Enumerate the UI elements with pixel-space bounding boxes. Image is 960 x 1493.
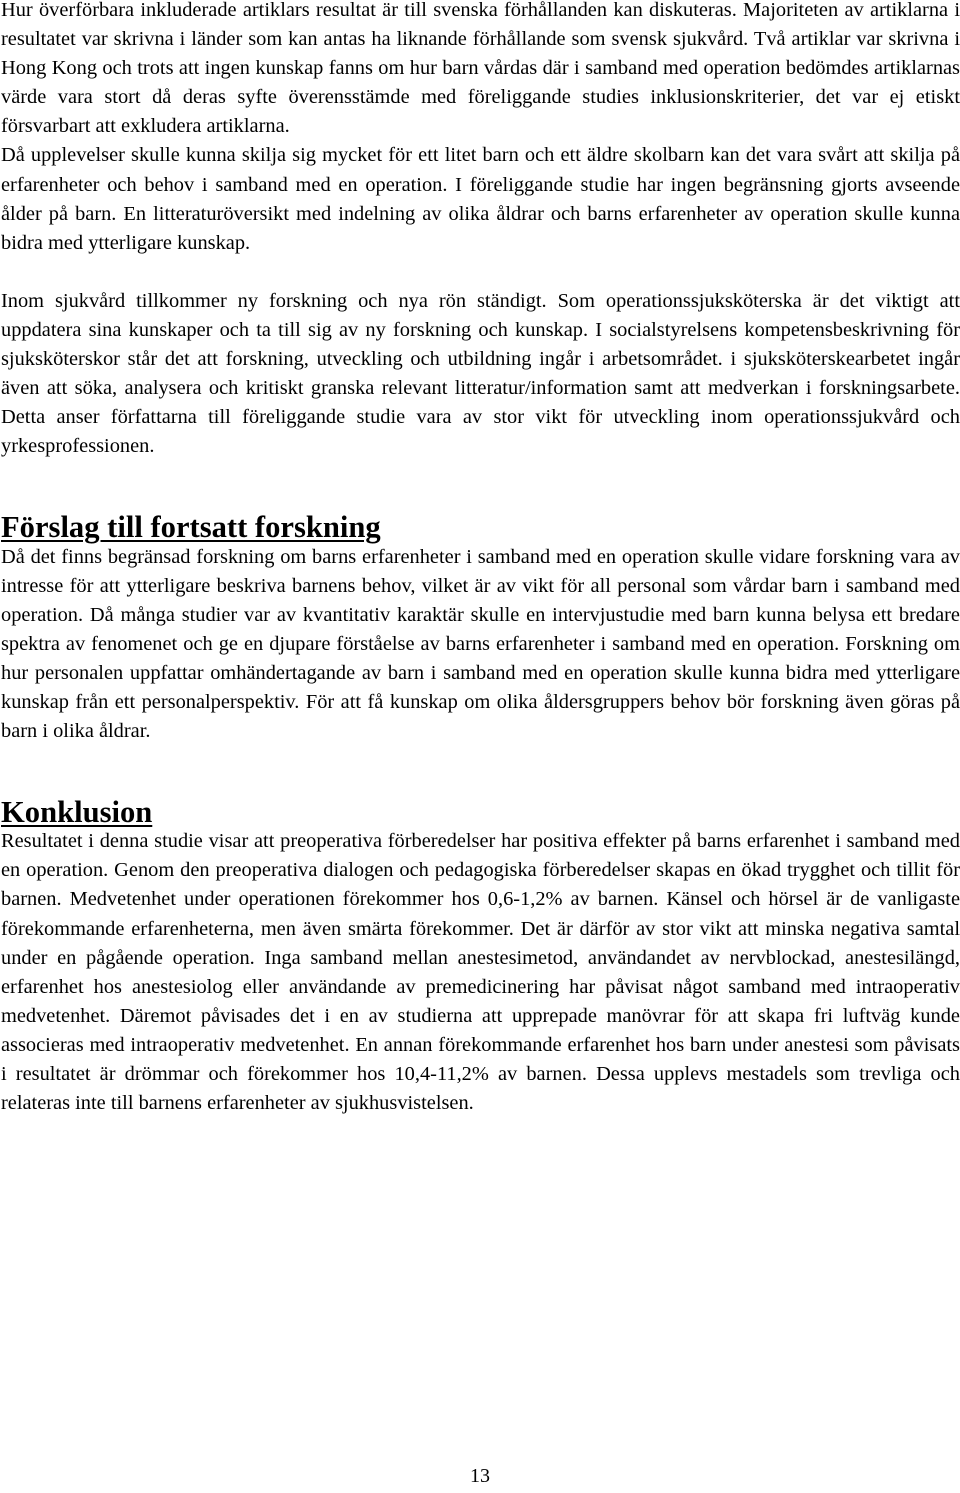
paragraph-age-differences: Då upplevelser skulle kunna skilja sig mycket för ett litet barn och ett äldre skolbarn kan det vara svårt att skilja på erfarenheter och behov i samband med en operation. I föreliggande studie har ingen begränsning gjorts avseende ålder på barn. En litteraturöversikt med indelning av olika åldrar och barns erfarenheter av operation skulle kunna bidra med ytterligare kunskap. [1,144,960,254]
heading-conclusion: Konklusion [1,795,153,830]
section-spacer [1,461,960,513]
page-number: 13 [470,1465,490,1487]
paragraph-research-importance: Inom sjukvård tillkommer ny forskning och nya rön ständigt. Som operationssjuksköterska är det viktigt att uppdatera sina kunskaper och ta till sig av ny forskning och kunskap. I socialstyrelsens kompetensbeskrivning för sjuksköterskor står det att forskning, utveckling och utbildning ingår i arbetsområdet. i sjuksköterskearbetet ingår även att söka, analysera och kritiskt granska relevant litteratur/information samt att medverkan i forskningsarbete. Detta anser författarna till föreliggande studie vara av stor vikt för utveckling inom operationssjukvård och yrkesprofessionen. [1,289,960,458]
section-spacer [1,746,960,798]
paragraph-transferability: Hur överförbara inkluderade artiklars resultat är till svenska förhållanden kan diskuteras. Majoriteten av artiklarna i resultatet var skrivna i länder som kan antas ha liknande förhållande som svensk sjukvård. Två artiklar var skrivna i Hong Kong och trots att ingen kunskap fanns om hur barn vårdas där i samband med operation bedömdes artiklarnas värde vara stort då deras syfte överensstämde med föreliggande studies inklusionskriterier, det var ej etiskt försvarbart att exkludera artiklarna. [1,0,960,138]
heading-further-research: Förslag till fortsatt forskning [1,510,381,545]
paragraph-spacer [1,258,960,287]
paragraph-conclusion: Resultatet i denna studie visar att preoperativa förberedelser har positiva effekter på barns erfarenhet i samband med en operation. Genom den preoperativa dialogen och pedagogiska förberedelser skapas en ökad trygghet och tillit för barnen. Medvetenhet under operationen förekommer hos 0,6-1,2% av barnen. Känsel och hörsel är de vanligaste förekommande erfarenheterna, men även smärta förekommer. Det är därför av stor vikt att minska negativa samtal under en pågående operation. Inga samband mellan anestesimetod, användandet av nervblockad, anestesilängd, erfarenhet hos anestesiolog eller användande av premedicinering har påvisat något samband med intraoperativ medvetenhet. Däremot påvisades det i en av studierna att upprepade manövrar för att skapa fri luftväg kunde associeras med intraoperativ medvetenhet. En annan förekommande erfarenhet hos barn under anestesi som påvisats i resultatet är drömmar och förekommer hos 10,4-11,2% av barnen. Dessa upplevs mestadels som trevliga och relateras inte till barnens erfarenheter av sjukhusvistelsen. [1,830,960,1115]
paragraph-further-research: Då det finns begränsad forskning om barns erfarenheter i samband med en operation skulle vidare forskning vara av intresse för att ytterligare beskriva barnens behov, vilket är av vikt för all personal som vårdar barn i samband med operation. Då många studier var av kvantitativ karaktär skulle en intervjustudie med barn kunna belysa ett bredare spektra av fenomenet och ge en djupare förståelse av barns erfarenheter i samband med en operation. Forskning om hur personalen uppfattar omhändertagande av barn i samband med en operation skulle kunna bidra med ytterligare kunskap från ett personalperspektiv. För att få kunskap om olika åldersgruppers behov bör forskning även göras på barn i olika åldrar. [1,545,960,743]
